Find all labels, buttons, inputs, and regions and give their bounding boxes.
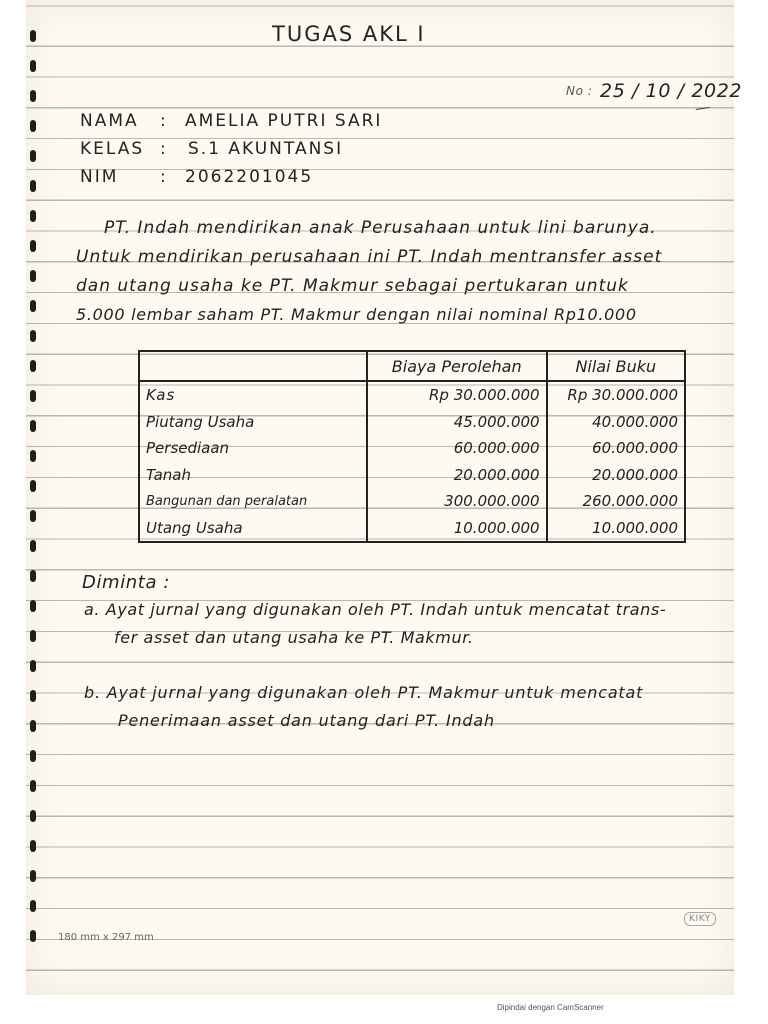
binding-hole [30,240,36,252]
table-header-book: Nilai Buku [547,351,685,381]
binding-hole [30,600,36,612]
table-row [139,462,685,489]
item-cell: Persediaan [139,435,367,462]
binding-hole [30,840,36,852]
item-cell: Bangunan dan peralatan [139,488,367,515]
student-nim: 2062201045 [185,167,314,187]
book-cell: Rp 30.000.000 [567,386,678,405]
colon: : [160,167,168,187]
book-cell: 60.000.000 [592,439,678,458]
asset-table [138,350,686,543]
page-title: TUGAS AKL I [272,22,426,46]
book-cell: 260.000.000 [582,492,678,511]
binding-hole [30,450,36,462]
table-row [139,435,685,462]
binding-hole [30,180,36,192]
question-b-line2: Penerimaan asset dan utang dari PT. Indah [118,711,495,730]
binding-hole [30,930,36,942]
table-row [139,515,685,543]
cost-cell: 10.000.000 [367,515,547,543]
binding-hole [30,390,36,402]
cost-cell: 300.000.000 [367,488,547,515]
binding-hole [30,60,36,72]
table-header-cost: Biaya Perolehan [367,351,547,381]
book-cell: 40.000.000 [592,412,678,431]
binding-hole [30,300,36,312]
class-label: KELAS [80,139,145,159]
item-cell: Tanah [139,462,367,489]
name-label: NAMA [80,111,139,131]
binding-hole [30,870,36,882]
table-header-row [139,351,685,381]
binding-hole [30,330,36,342]
question-b-line1: b. Ayat jurnal yang digunakan oleh PT. Makmur untuk mencatat [84,683,644,702]
binding-hole [30,480,36,492]
student-class: S.1 AKUNTANSI [188,139,344,159]
binding-holes [26,0,56,995]
scanner-watermark: Dipindai dengan CamScanner [497,1003,604,1012]
binding-hole [30,630,36,642]
book-cell: 10.000.000 [592,518,678,537]
table-row [139,409,685,436]
cost-cell: 45.000.000 [367,409,547,436]
binding-hole [30,270,36,282]
binding-hole [30,690,36,702]
date: 25 / 10 / 2022 [600,80,743,102]
question-a-line1: a. Ayat jurnal yang digunakan oleh PT. Indah untuk mencatat trans- [84,600,667,619]
brand-stamp: KIKY [684,912,716,926]
binding-hole [30,540,36,552]
binding-hole [30,780,36,792]
student-name: AMELIA PUTRI SARI [185,111,383,131]
binding-hole [30,720,36,732]
book-cell: 20.000.000 [592,465,678,484]
diminta-heading: Diminta : [82,572,171,593]
nim-label: NIM [80,167,119,187]
cost-cell: Rp 30.000.000 [367,381,547,409]
date-label: No : [566,84,593,98]
binding-hole [30,90,36,102]
item-cell: Piutang Usaha [139,409,367,436]
binding-hole [30,420,36,432]
binding-hole [30,360,36,372]
colon: : [160,139,168,159]
binding-hole [30,150,36,162]
colon: : [160,111,168,131]
paragraph-line: 5.000 lembar saham PT. Makmur dengan nilai nominal Rp10.000 [76,305,637,324]
paper-size-label: 180 mm x 297 mm [58,932,154,943]
item-cell: Kas [139,381,367,409]
binding-hole [30,660,36,672]
binding-hole [30,30,36,42]
binding-hole [30,750,36,762]
binding-hole [30,810,36,822]
question-a-line2: fer asset dan utang usaha ke PT. Makmur. [114,628,474,647]
cost-cell: 60.000.000 [367,435,547,462]
binding-hole [30,120,36,132]
binding-hole [30,570,36,582]
table-row [139,488,685,515]
paragraph-line: dan utang usaha ke PT. Makmur sebagai pertukaran untuk [76,276,629,296]
item-cell: Utang Usaha [139,515,367,543]
binding-hole [30,900,36,912]
binding-hole [30,510,36,522]
table-row [139,381,685,409]
cost-cell: 20.000.000 [367,462,547,489]
binding-hole [30,210,36,222]
table-header-item [139,351,367,381]
paragraph-line: Untuk mendirikan perusahaan ini PT. Indah mentransfer asset [76,247,663,267]
paragraph-line: PT. Indah mendirikan anak Perusahaan untuk lini barunya. [104,218,657,238]
